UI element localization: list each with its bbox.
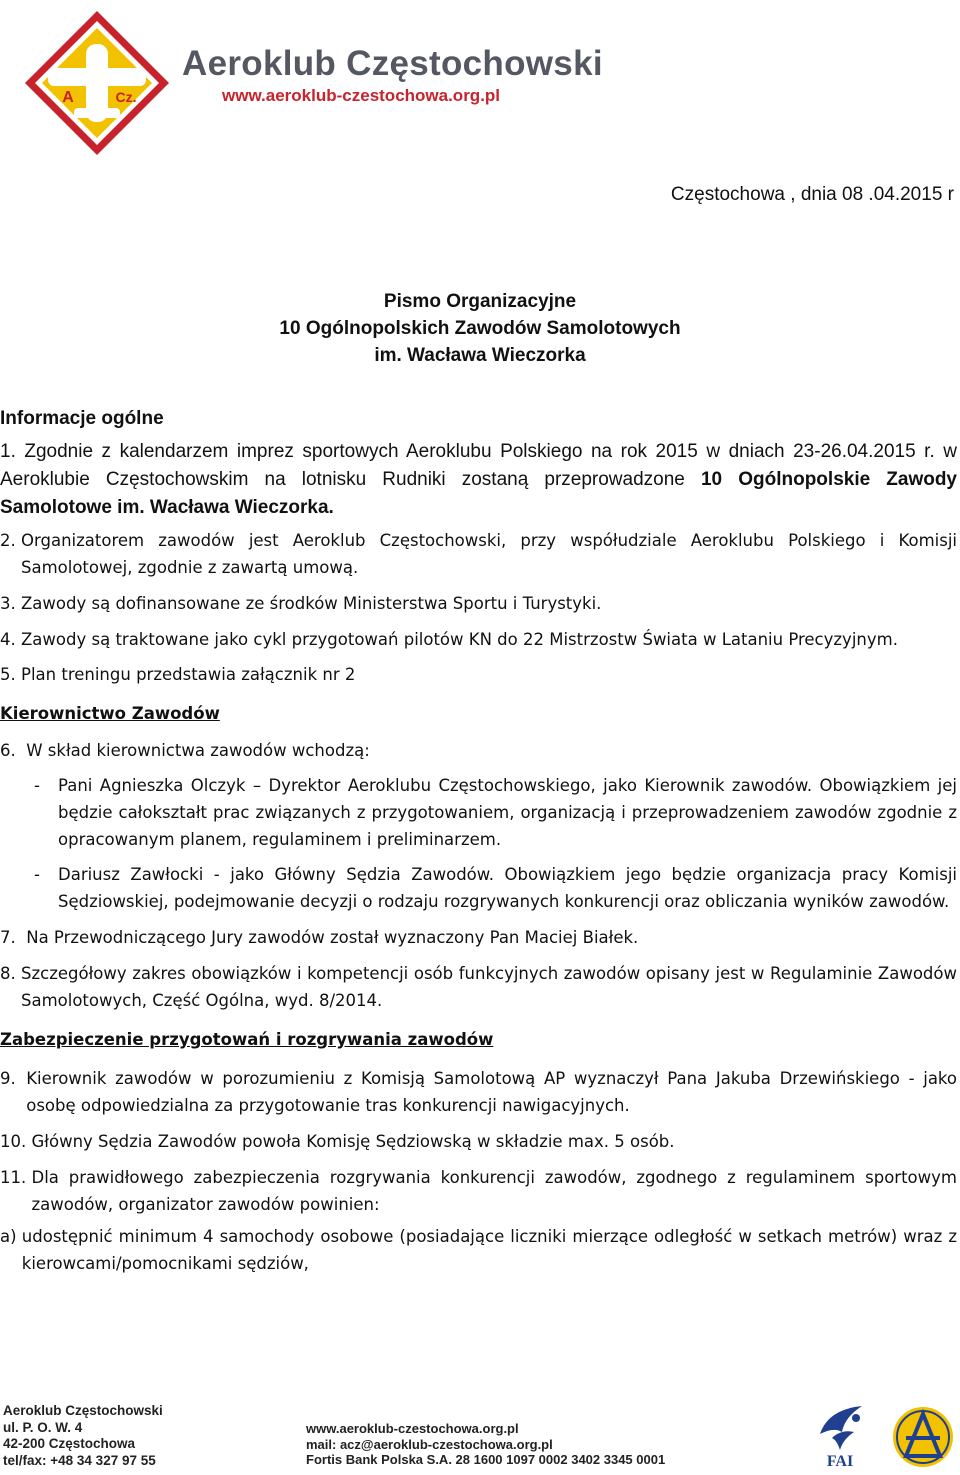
org-website: www.aeroklub-czestochowa.org.pl (222, 86, 501, 105)
item-11 (0, 1164, 957, 1218)
item-8-num: 8. (0, 964, 21, 983)
item-6-text: W skład kierownictwa zawodów wchodzą: (26, 741, 370, 760)
section-management: Kierownictwo Zawodów (0, 704, 220, 723)
item-1-bold: 10 Ogólnopolskie Zawody Samolotowe im. Wacława Wieczorka. (0, 469, 958, 518)
footer-email: mail: acz@aeroklub-czestochowa.org.pl (306, 1436, 553, 1452)
item-5 (0, 661, 957, 688)
item-3-num: 3. (0, 594, 21, 613)
item-10 (0, 1128, 957, 1155)
item-9-text: Kierownik zawodów w porozumieniu z Komisją Samolotową AP wyznaczył Pana Jakuba Drzewińskiego - jako osobę odpowiedzialna za przygotowanie tras konkurencji nawigacyjnych. (26, 1069, 957, 1115)
footer-bank: Fortis Bank Polska S.A. 28 1600 1097 0002 3402 3345 0001 (306, 1452, 666, 1467)
item-2 (0, 527, 957, 581)
section-security: Zabezpieczenie przygotowań i rozgrywania zawodów (0, 1030, 494, 1049)
item-4-num: 4. (0, 630, 21, 649)
org-name: Aeroklub Częstochowski (182, 44, 603, 83)
footer-phone: tel/fax: +48 34 327 97 55 (3, 1452, 156, 1468)
item-6-num: 6. (0, 741, 27, 760)
item-11a (0, 1223, 957, 1277)
item-9 (0, 1065, 957, 1119)
footer-org-name: Aeroklub Częstochowski (3, 1403, 163, 1418)
item-7-text: Na Przewodniczącego Jury zawodów został wyznaczony Pan Maciej Białek. (26, 928, 639, 947)
item-11-text: Dla prawidłowego zabezpieczenia rozgrywania konkurencji zawodów, zgodnego z regulaminem sportowym zawodów, organizator zawodów powinien: (31, 1168, 957, 1214)
aeroklub-logo-icon (22, 8, 172, 158)
item-6a (34, 772, 957, 853)
item-7-num: 7. (0, 928, 27, 947)
item-3 (0, 590, 957, 617)
item-5-text: Plan treningu przedstawia załącznik nr 2 (21, 665, 356, 684)
item-2-num: 2. (0, 531, 21, 550)
footer-website: www.aeroklub-czestochowa.org.pl (306, 1421, 519, 1436)
item-5-num: 5. (0, 665, 21, 684)
item-8-text: Szczegółowy zakres obowiązków i kompetencji osób funkcyjnych zawodów opisany jest w Regulaminie Zawodów Samolotowych, Część Ogólna, wyd. 8/2014. (21, 964, 957, 1010)
item-7 (0, 924, 957, 951)
item-6 (0, 737, 957, 764)
logo-letter-left: A (62, 89, 74, 106)
date-line: Częstochowa , dnia 08 .04.2015 r (670, 184, 954, 205)
fai-logo-icon (812, 1398, 868, 1470)
item-8 (0, 960, 957, 1014)
footer-address (3, 1403, 163, 1469)
fai-label: FAI (826, 1453, 854, 1470)
item-1 (0, 438, 957, 522)
ap-badge-icon (892, 1406, 954, 1468)
item-11a-text: udostępnić minimum 4 samochody osobowe (posiadające liczniki mierzące odległość w setkach metrów) wraz z kierowcami/pomocnikami sędziów, (21, 1227, 957, 1273)
footer-street: ul. P. O. W. 4 (3, 1419, 83, 1435)
section-general: Informacje ogólne (0, 408, 164, 429)
doc-title-line3: im. Wacława Wieczorka (374, 345, 586, 366)
footer-contact (306, 1421, 665, 1468)
item-2-text: Organizatorem zawodów jest Aeroklub Częstochowski, przy współudziale Aeroklubu Polskiego i Komisji Samolotowej, zgodnie z zawartą umową. (21, 531, 957, 577)
item-6b (34, 861, 957, 915)
document-body (0, 405, 957, 1277)
item-6a-num: - (34, 776, 46, 795)
item-11a-num: a) (0, 1227, 22, 1246)
logo-letter-right: Cz. (115, 89, 137, 105)
item-1-text: 1. Zgodnie z kalendarzem imprez sportowych Aeroklubu Polskiego na rok 2015 w dniach 23-26.04.2015 r. w Aeroklubie Częstochowskim na lotnisku Rudniki zostaną przeprowadzone (0, 441, 957, 490)
item-4 (0, 626, 957, 653)
item-6a-text: Pani Agnieszka Olczyk – Dyrektor Aeroklubu Częstochowskiego, jako Kierownik zawodów. Obowiązkiem jej będzie całokształt prac związanych z przygotowaniem, organizacją i przeprowadzeniem zawodów zgodnie z opracowanym planem, regulaminem i preliminarzem. (58, 776, 957, 849)
item-10-num: 10. (0, 1132, 32, 1151)
doc-title-line1: Pismo Organizacyjne (383, 291, 577, 312)
item-11-num: 11. (0, 1168, 32, 1187)
footer-city: 42-200 Częstochowa (3, 1436, 136, 1451)
item-3-text: Zawody są dofinansowane ze środków Ministerstwa Sportu i Turystyki. (21, 594, 602, 613)
item-6b-num: - (34, 865, 46, 884)
doc-title-line2: 10 Ogólnopolskich Zawodów Samolotowych (279, 318, 681, 339)
item-10-text: Główny Sędzia Zawodów powoła Komisję Sędziowską w składzie max. 5 osób. (31, 1132, 675, 1151)
item-4-text: Zawody są traktowane jako cykl przygotowań pilotów KN do 22 Mistrzostw Świata w Lataniu Precyzyjnym. (21, 630, 898, 649)
item-6b-text: Dariusz Zawłocki - jako Główny Sędzia Zawodów. Obowiązkiem jego będzie organizacja pracy Komisji Sędziowskiej, podejmowanie decyzji o rodzaju rozgrywanych konkurencji oraz obliczania wyników zawodów. (58, 865, 957, 911)
item-9-num: 9. (0, 1069, 27, 1088)
